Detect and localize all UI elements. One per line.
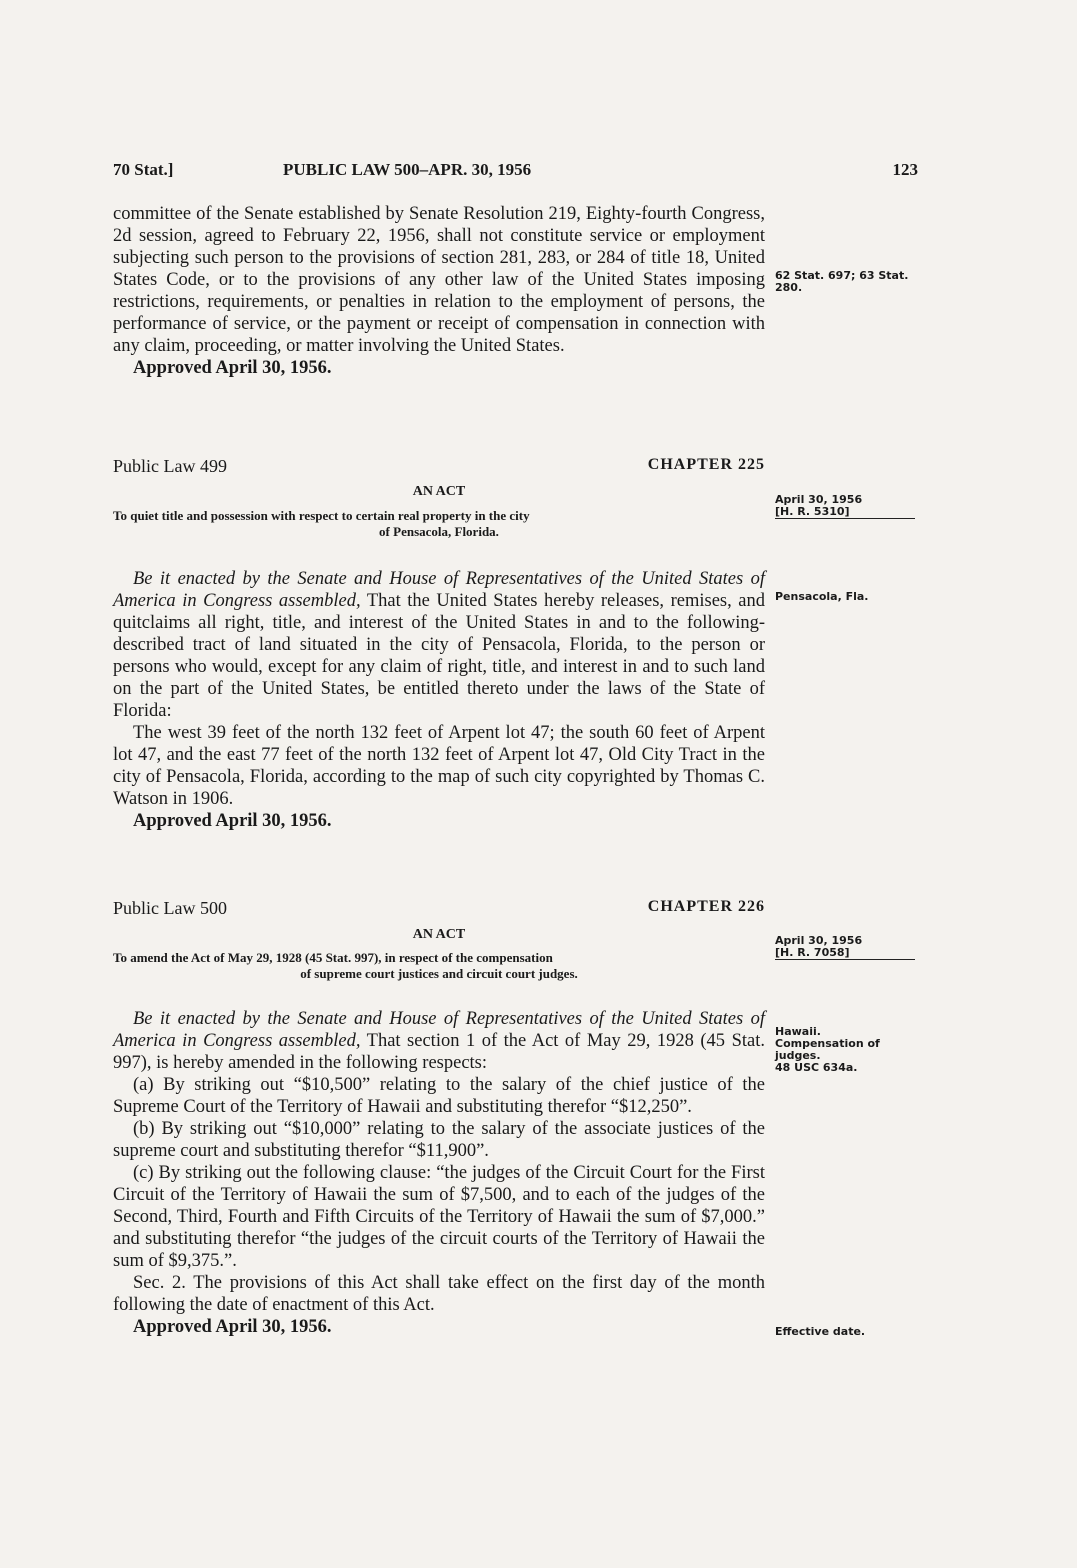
law-499-title-line2: of Pensacola, Florida. xyxy=(379,524,499,539)
law-500-sec2: Sec. 2. The provisions of this Act shall take effect on the first day of the month following the date of enactment of this Act. xyxy=(113,1273,765,1315)
margin-note-hawaii xyxy=(775,1026,915,1074)
law-499-chapter: CHAPTER 225 xyxy=(647,456,765,473)
continuation-paragraph: committee of the Senate established by Senate Resolution 219, Eighty-fourth Congress, 2d session, agreed to February 22, 1956, shall not constitute service or employment subjecting such person to the provisions of section 281, 283, or 284 of title 18, United States Code, or to the provisions of any other law of the United States imposing restrictions, requirements, or penalties in relation to the employment of persons, the performance of service, or the payment or receipt of compensation in connection with any claim, proceeding, or matter involving the United States. xyxy=(113,204,765,356)
law-500-chapter: CHAPTER 226 xyxy=(647,898,765,915)
law-499-body xyxy=(113,568,765,832)
approved-line-3: Approved April 30, 1956. xyxy=(133,1317,332,1337)
law-500-para-b: (b) By striking out “$10,000” relating to the salary of the associate justices of the supreme court and substituting therefor “$11,900”. xyxy=(113,1119,765,1161)
page-number: 123 xyxy=(892,160,918,179)
law-499-title-line1: To quiet title and possession with respect to certain real property in the city xyxy=(113,508,530,523)
law-499-para1-text: That the United States hereby releases, remises, and quitclaims all right, title, and interest of the United States in and to the following-described tract of land situated in the city of Pensacola, Florida, to the person or persons who would, except for any claim of right, title, and interest in and to such land on the part of the United States, be entitled thereto under the laws of the State of Florida: xyxy=(113,591,765,721)
margin-note-hawaii-1: Hawaii. xyxy=(775,1025,821,1038)
law-500-title-line2: of supreme court justices and circuit court judges. xyxy=(300,966,578,981)
law-500-bill-note: [H. R. 7058] xyxy=(775,947,915,960)
law-499-para1 xyxy=(113,568,765,722)
margin-note-effective-date: Effective date. xyxy=(775,1325,866,1338)
law-499-bill-note: [H. R. 5310] xyxy=(775,506,915,519)
approved-line-2: Approved April 30, 1956. xyxy=(133,811,332,831)
law-500-an-act: AN ACT xyxy=(412,927,466,942)
law-500-para-a: (a) By striking out “$10,500” relating to the salary of the chief justice of the Supreme Court of the Territory of Hawaii and substituting therefor “$12,250”. xyxy=(113,1075,765,1117)
margin-note-stat: 62 Stat. 697; 63 Stat. 280. xyxy=(775,269,909,294)
law-500-title xyxy=(113,950,765,982)
continuation-text-block xyxy=(113,203,765,379)
margin-note-pensacola: Pensacola, Fla. xyxy=(775,590,869,603)
law-499-title xyxy=(113,508,765,540)
law-499-an-act: AN ACT xyxy=(412,484,466,499)
law-500-date-note: April 30, 1956 xyxy=(775,934,863,947)
margin-note-hawaii-3: 48 USC 634a. xyxy=(775,1061,858,1074)
law-500-para1-text: That section 1 of the Act of May 29, 1928 (45 Stat. 997), is hereby amended in the following respects: xyxy=(113,1031,765,1073)
law-500-enacting-clause: Be it enacted by the Senate and House of Representatives of the United States of America in Congress assembled, xyxy=(113,1009,765,1051)
law-499-enacting-clause: Be it enacted by the Senate and House of Representatives of the United States of America in Congress assembled, xyxy=(113,569,765,611)
margin-note-hawaii-2: Compensation of judges. xyxy=(775,1037,880,1062)
law-500-body xyxy=(113,1008,765,1338)
law-500-para1 xyxy=(113,1008,765,1074)
header-volume: 70 Stat.] xyxy=(113,160,174,179)
law-500-para-c: (c) By striking out the following clause: “the judges of the Circuit Court for the First Circuit of the Territory of Hawaii the sum of $7,500, and to each of the judges of the Second, Third, Fourth and Fifth Circuits of the Territory of Hawaii the sum of $7,000.” and substituting therefor “the judges of the circuit courts of the Territory of Hawaii the sum of $9,375.”. xyxy=(113,1163,765,1271)
law-499-date-note: April 30, 1956 xyxy=(775,493,863,506)
approved-line-1: Approved April 30, 1956. xyxy=(133,358,332,378)
header-title: PUBLIC LAW 500–APR. 30, 1956 xyxy=(283,160,532,179)
law-500-number: Public Law 500 xyxy=(113,898,227,918)
law-500-title-line1: To amend the Act of May 29, 1928 (45 Stat. 997), in respect of the compensation xyxy=(113,950,553,965)
law-499-para2: The west 39 feet of the north 132 feet of Arpent lot 47; the south 60 feet of Arpent lot 47, and the east 77 feet of the north 132 feet of Arpent lot 47, Old City Tract in the city of Pensacola, Florida, according to the map of such city copyrighted by Thomas C. Watson in 1906. xyxy=(113,723,765,809)
law-499-number: Public Law 499 xyxy=(113,456,227,476)
running-header xyxy=(113,160,918,186)
